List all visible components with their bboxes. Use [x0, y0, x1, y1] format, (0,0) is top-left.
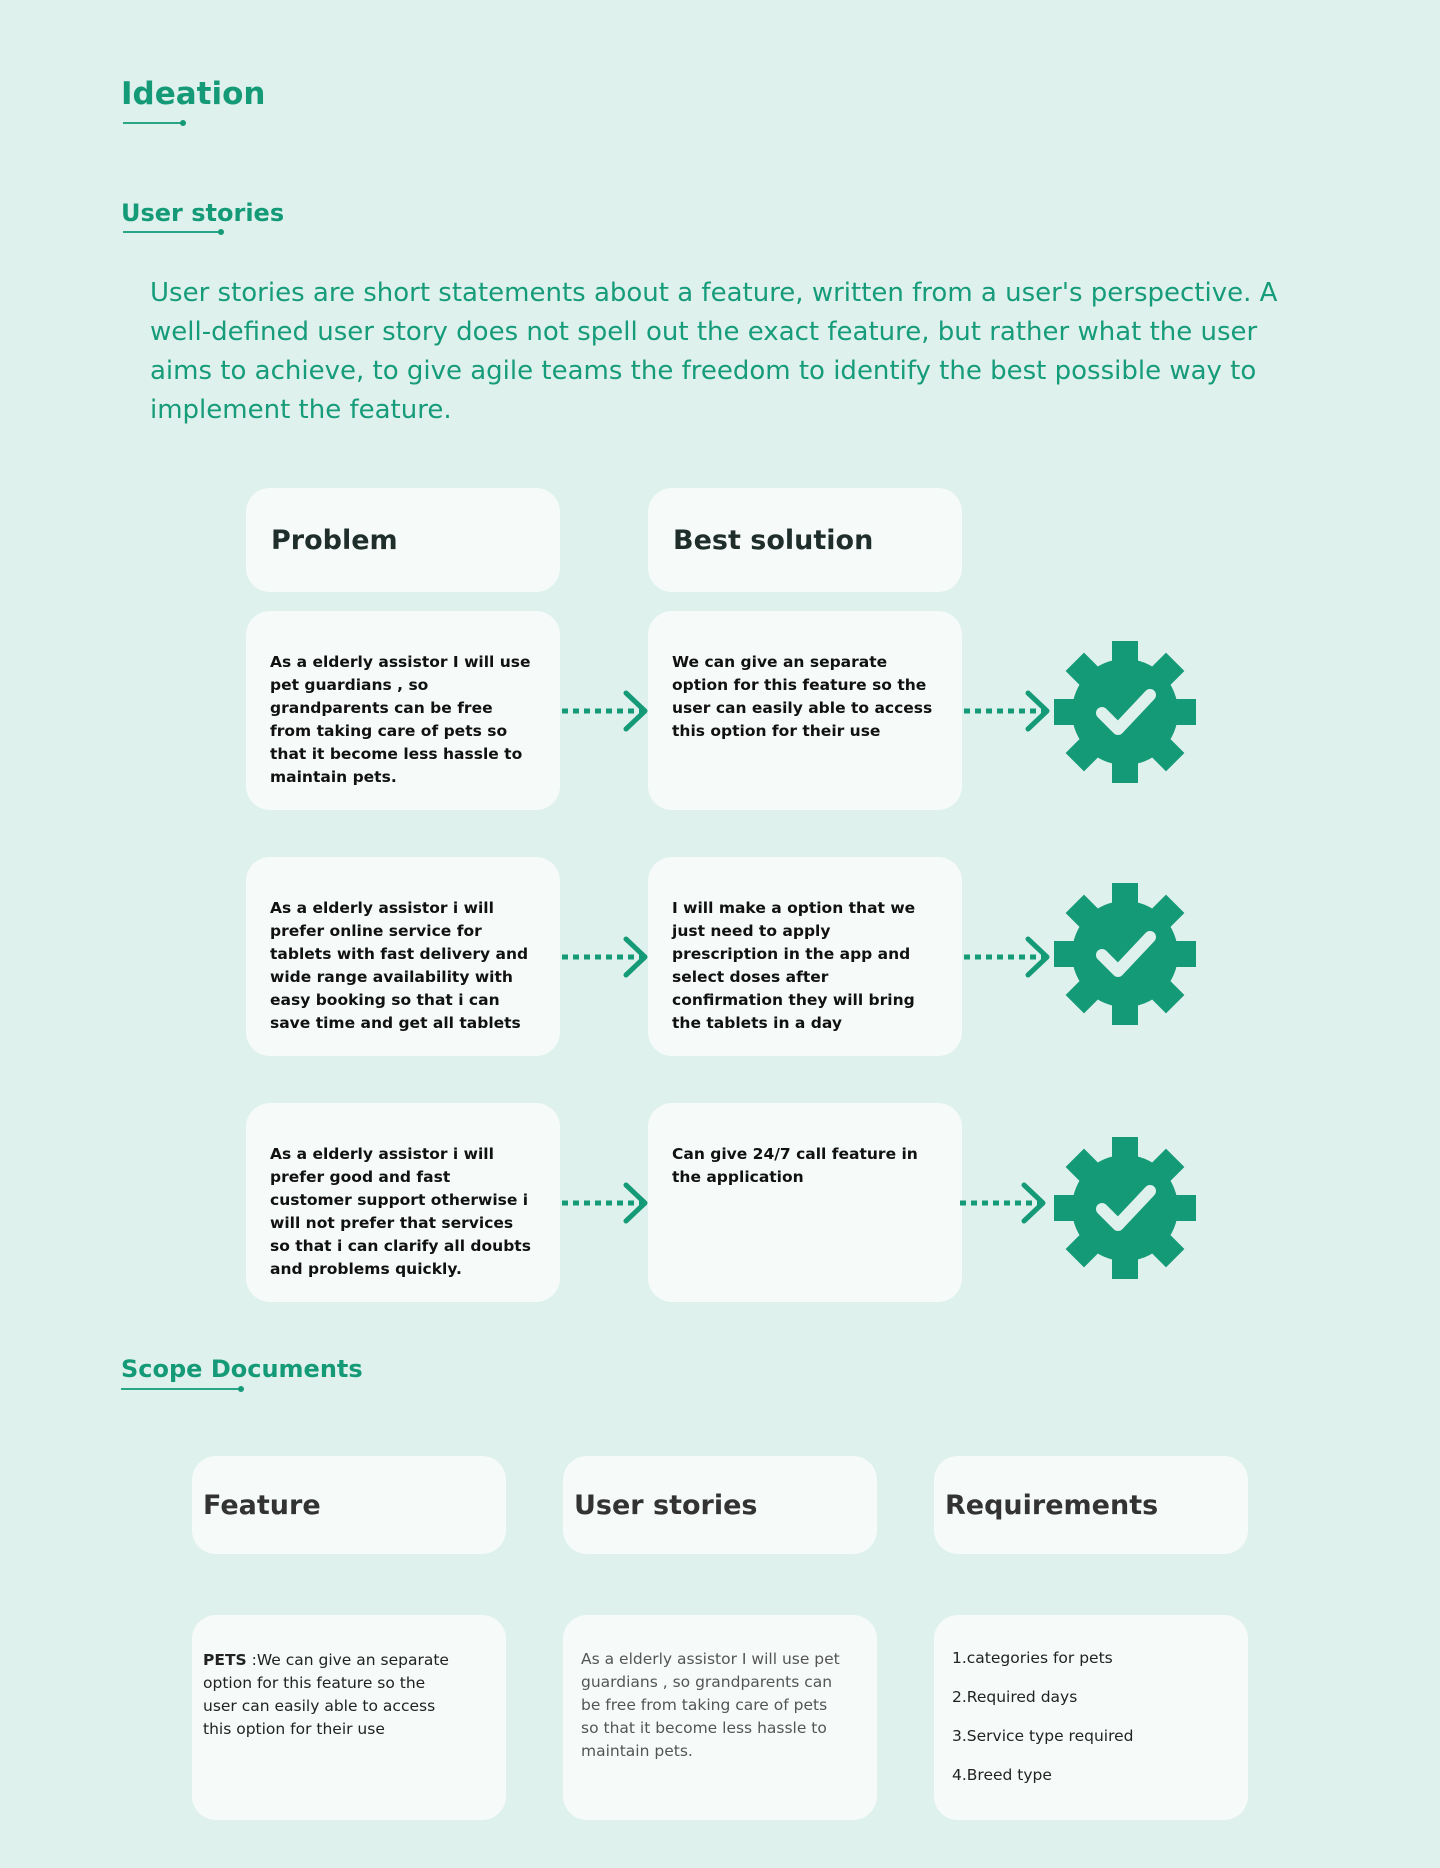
problem-card: [246, 611, 560, 810]
requirement-item: 4.Breed type: [952, 1766, 1052, 1784]
requirements-header: [934, 1456, 1248, 1554]
dotted-arrow-icon: [560, 1180, 654, 1226]
requirements-card: [934, 1615, 1248, 1820]
requirement-item: 3.Service type required: [952, 1727, 1134, 1745]
requirements-header-label: Requirements: [945, 1489, 1159, 1521]
feature-text: :We can give an separate option for this feature so the user can easily able to access this option for their use: [203, 1651, 449, 1738]
solution-text: I will make a option that we just need to apply prescription in the app and select doses after confirmation they will bring the tablets in a day: [672, 899, 916, 1032]
feature-card: [192, 1615, 506, 1820]
problem-header-label: Problem: [271, 524, 398, 556]
scope-user-story-text: As a elderly assistor I will use pet guardians , so grandparents can be free from taking care of pets so that it become less hassle to maintain pets.: [581, 1650, 840, 1760]
ideation-title: Ideation: [121, 76, 266, 112]
user-stories-intro: User stories are short statements about a feature, written from a user's perspective. A well-defined user story does not spell out the exact feature, but rather what the user aims to achieve, to give agile teams the freedom to identify the best possible way to implement the feature.: [150, 278, 1278, 425]
problem-text: As a elderly assistor i will prefer online service for tablets with fast delivery and wide range availability with easy booking so that i can save time and get all tablets: [270, 899, 529, 1032]
gear-check-icon: [1054, 641, 1196, 783]
gear-check-icon: [1054, 1137, 1196, 1279]
dotted-arrow-icon: [958, 1180, 1052, 1226]
feature-header-label: Feature: [203, 1489, 321, 1521]
solution-card: [648, 857, 962, 1056]
solution-card: [648, 611, 962, 810]
scope-user-story-card: [563, 1615, 877, 1820]
dotted-arrow-icon: [962, 934, 1056, 980]
problem-text: As a elderly assistor i will prefer good and fast customer support otherwise i will not prefer that services so that i can clarify all doubts and problems quickly.: [270, 1145, 531, 1278]
solution-header: [648, 488, 962, 592]
gear-check-icon: [1054, 883, 1196, 1025]
scope-underline: [121, 1388, 241, 1390]
dotted-arrow-icon: [560, 934, 654, 980]
user-stories-underline: [123, 231, 221, 233]
scope-user-stories-header-label: User stories: [574, 1489, 758, 1521]
problem-text: As a elderly assistor I will use pet guardians , so grandparents can be free from taking care of pets so that it become less hassle to maintain pets.: [270, 653, 531, 786]
feature-label: PETS: [203, 1651, 247, 1669]
dotted-arrow-icon: [962, 688, 1056, 734]
ideation-underline: [123, 122, 183, 124]
problem-card: [246, 857, 560, 1056]
solution-card: [648, 1103, 962, 1302]
problem-header: [246, 488, 560, 592]
requirement-item: 1.categories for pets: [952, 1649, 1113, 1667]
dotted-arrow-icon: [560, 688, 654, 734]
solution-header-label: Best solution: [673, 524, 874, 556]
scope-user-stories-header: [563, 1456, 877, 1554]
solution-text: Can give 24/7 call feature in the application: [672, 1145, 918, 1186]
user-stories-title: User stories: [121, 199, 285, 227]
feature-header: [192, 1456, 506, 1554]
scope-title: Scope Documents: [121, 1355, 363, 1383]
problem-card: [246, 1103, 560, 1302]
solution-text: We can give an separate option for this feature so the user can easily able to access this option for their use: [672, 653, 933, 740]
requirement-item: 2.Required days: [952, 1688, 1078, 1706]
